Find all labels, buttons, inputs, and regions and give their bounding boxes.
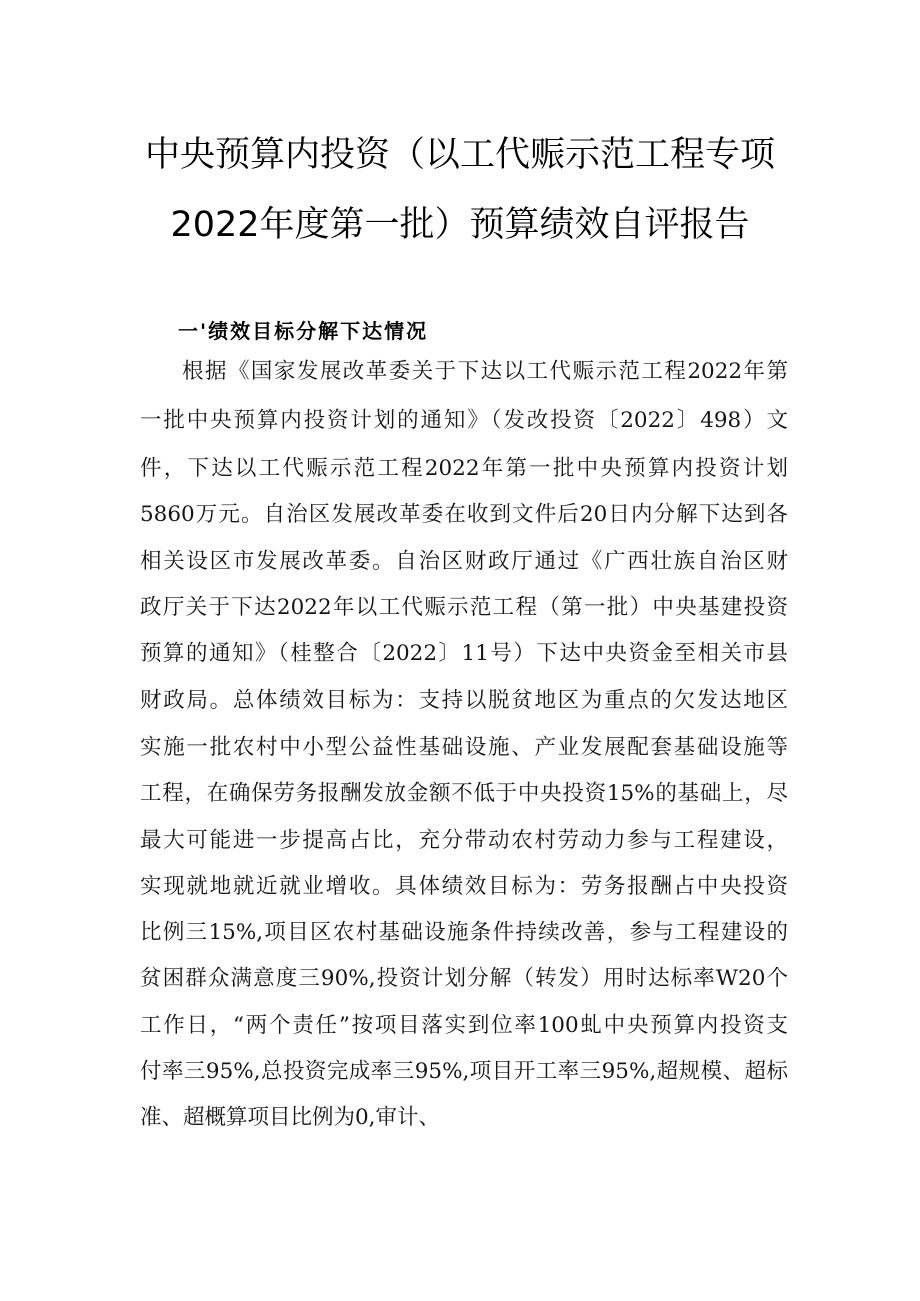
body-line: 预算的通知》（桂整合〔2022〕11号）下达中央资金至相关市县: [140, 641, 788, 666]
body-line: 比例三15%,项目区农村基础设施条件持续改善，参与工程建设的: [140, 920, 788, 945]
body-line: 最大可能进一步提高占比，充分带动农村劳动力参与工程建设，: [140, 828, 788, 853]
body-line: 件，下达以工代赈示范工程2022年第一批中央预算内投资计划: [140, 456, 788, 481]
body-line: 工程，在确保劳务报酬发放金额不低于中央投资15%的基础上，尽: [140, 781, 788, 806]
body-line: 根据《国家发展改革委关于下达以工代赈示范工程2022年第: [182, 359, 788, 384]
section-heading: 一'绩效目标分解下达情况: [178, 319, 429, 343]
body-line: 准、超概算项目比例为0,审计、: [140, 1105, 441, 1130]
body-line: 财政局。总体绩效目标为：支持以脱贫地区为重点的欠发达地区: [140, 688, 788, 713]
body-line: 贫困群众满意度三90%,投资计划分解（转发）用时达标率W20个: [140, 966, 788, 991]
document-title-line-1: 中央预算内投资（以工代赈示范工程专项: [144, 135, 775, 175]
body-line: 实现就地就近就业增收。具体绩效目标为：劳务报酬占中央投资: [140, 874, 788, 899]
body-line: 相关设区市发展改革委。自治区财政厅通过《广西壮族自治区财: [140, 549, 788, 574]
document-title-line-2: 2022年度第一批）预算绩效自评报告: [170, 205, 750, 245]
body-line: 一批中央预算内投资计划的通知》（发改投资〔2022〕498）文: [140, 408, 788, 433]
body-line: 政厅关于下达2022年以工代赈示范工程（第一批）中央基建投资: [140, 595, 788, 620]
body-line: 工作日，“两个责任”按项目落实到位率100虬中央预算内投资支: [140, 1013, 788, 1038]
body-line: 付率三95%,总投资完成率三95%,项目开工率三95%,超规模、超标: [140, 1059, 788, 1084]
body-line: 5860万元。自治区发展改革委在收到文件后20日内分解下达到各: [140, 502, 788, 527]
body-line: 实施一批农村中小型公益性基础设施、产业发展配套基础设施等: [140, 735, 788, 760]
